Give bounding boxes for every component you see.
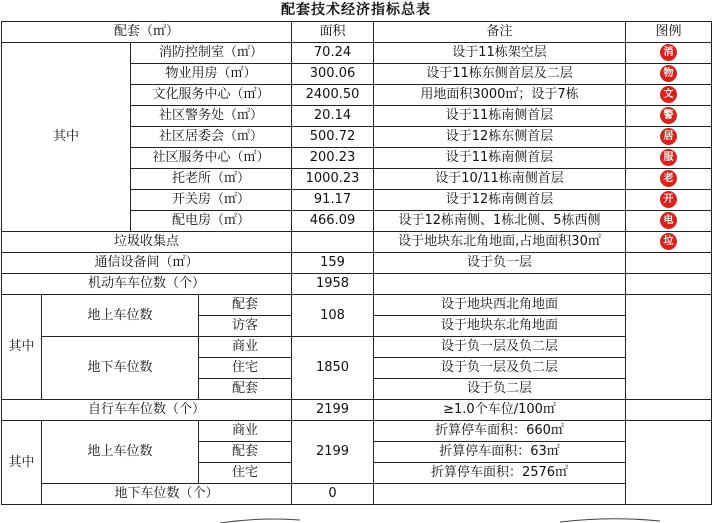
parking-note: 设于负二层 — [374, 379, 626, 400]
parking-note: 设于地块西北角地面 — [374, 295, 626, 316]
parking-type: 访客 — [199, 316, 292, 337]
table-row — [2, 295, 712, 316]
bike-note: 折算停车面积：660㎡ — [374, 421, 626, 442]
header-note: 备注 — [374, 22, 626, 43]
bike-underground-label: 地下车位数（个） — [42, 484, 292, 505]
facility-note: 设于11栋架空层 — [374, 43, 626, 64]
facility-area: 500.72 — [292, 127, 374, 148]
parking-type: 配套 — [199, 379, 292, 400]
facility-area: 1000.23 — [292, 169, 374, 190]
bike-above-label: 地上车位数 — [42, 421, 199, 484]
facility-name: 托老所（㎡） — [131, 169, 292, 190]
motor-note — [374, 274, 626, 295]
bike-label: 自行车车位数（个） — [2, 400, 292, 421]
service-center-icon: 服 — [660, 149, 677, 166]
facility-area: 200.23 — [292, 148, 374, 169]
fire-control-icon: 消 — [660, 44, 677, 61]
header-area: 面积 — [292, 22, 374, 43]
table-row — [2, 43, 712, 64]
facility-note: 用地面积3000㎡；设于7栋 — [374, 85, 626, 106]
garbage-icon: 垃 — [660, 233, 677, 250]
elderly-care-icon: 老 — [660, 170, 677, 187]
garbage-label: 垃圾收集点 — [2, 232, 292, 253]
facility-area: 300.06 — [292, 64, 374, 85]
table-row — [2, 484, 712, 505]
facility-note: 设于12栋东侧首层 — [374, 127, 626, 148]
facility-name: 社区居委会（㎡） — [131, 127, 292, 148]
residents-committee-icon: 居 — [660, 128, 677, 145]
table-row — [2, 253, 712, 274]
table-row — [2, 421, 712, 442]
parking-note: 设于负一层及负二层 — [374, 337, 626, 358]
facility-name: 配电房（㎡） — [131, 211, 292, 232]
facility-note: 设于12栋南侧、1栋北侧、5栋西侧 — [374, 211, 626, 232]
culture-center-icon: 文 — [660, 86, 677, 103]
parking-type: 商业 — [199, 337, 292, 358]
motor-label: 机动车车位数（个） — [2, 274, 292, 295]
facility-note: 设于11栋南侧首层 — [374, 106, 626, 127]
bike-note: 折算停车面积：63㎡ — [374, 442, 626, 463]
motor-count: 1958 — [292, 274, 374, 295]
bike-underground-total: 0 — [292, 484, 374, 505]
underground-label: 地下车位数 — [42, 337, 199, 400]
switch-room-icon: 开 — [660, 191, 677, 208]
table-row — [2, 337, 712, 358]
facility-name: 消防控制室（㎡） — [131, 43, 292, 64]
bike-count: 2199 — [292, 400, 374, 421]
police-icon: 警 — [660, 107, 677, 124]
parking-type: 住宅 — [199, 358, 292, 379]
facility-area: 70.24 — [292, 43, 374, 64]
page-title: 配套技术经济指标总表 — [281, 2, 431, 18]
above-ground-label: 地上车位数 — [42, 295, 199, 337]
facility-note: 设于10/11栋南侧首层 — [374, 169, 626, 190]
bike-note: ≥1.0个车位/100㎡ — [374, 400, 626, 421]
bike-type: 住宅 — [199, 463, 292, 484]
telecom-note: 设于负一层 — [374, 253, 626, 274]
table-row — [2, 274, 712, 295]
table-row — [2, 232, 712, 253]
header-facility: 配套（㎡） — [2, 22, 292, 43]
facility-note: 设于11栋南侧首层 — [374, 148, 626, 169]
facility-name: 文化服务中心（㎡） — [131, 85, 292, 106]
bike-above-total: 2199 — [292, 421, 374, 484]
facility-name: 社区服务中心（㎡） — [131, 148, 292, 169]
bike-type: 配套 — [199, 442, 292, 463]
facility-area: 2400.50 — [292, 85, 374, 106]
bike-note: 折算停车面积：2576㎡ — [374, 463, 626, 484]
telecom-area: 159 — [292, 253, 374, 274]
facility-note: 设于12栋南侧首层 — [374, 190, 626, 211]
facility-area: 91.17 — [292, 190, 374, 211]
parking-type: 配套 — [199, 295, 292, 316]
parking-note: 设于地块东北角地面 — [374, 316, 626, 337]
table-header-row — [2, 22, 712, 43]
summary-table — [1, 21, 712, 505]
parking-note: 设于负一层及负二层 — [374, 358, 626, 379]
underground-total: 1850 — [292, 337, 374, 400]
table-row — [2, 400, 712, 421]
header-legend: 图例 — [626, 22, 712, 43]
facility-area: 20.14 — [292, 106, 374, 127]
group-label: 其中 — [2, 421, 42, 505]
garbage-area — [292, 232, 374, 253]
facility-name: 社区警务处（㎡） — [131, 106, 292, 127]
power-room-icon: 电 — [660, 212, 677, 229]
facility-note: 设于11栋东侧首层及二层 — [374, 64, 626, 85]
facility-name: 物业用房（㎡） — [131, 64, 292, 85]
above-ground-total: 108 — [292, 295, 374, 337]
property-office-icon: 物 — [660, 65, 677, 82]
garbage-note: 设于地块东北角地面,占地面积30㎡ — [374, 232, 626, 253]
decorative-curve — [0, 516, 712, 523]
group-label: 其中 — [2, 295, 42, 400]
facility-name: 开关房（㎡） — [131, 190, 292, 211]
bike-type: 商业 — [199, 421, 292, 442]
telecom-label: 通信设备间（㎡） — [2, 253, 292, 274]
group-label: 其中 — [2, 43, 131, 232]
facility-area: 466.09 — [292, 211, 374, 232]
